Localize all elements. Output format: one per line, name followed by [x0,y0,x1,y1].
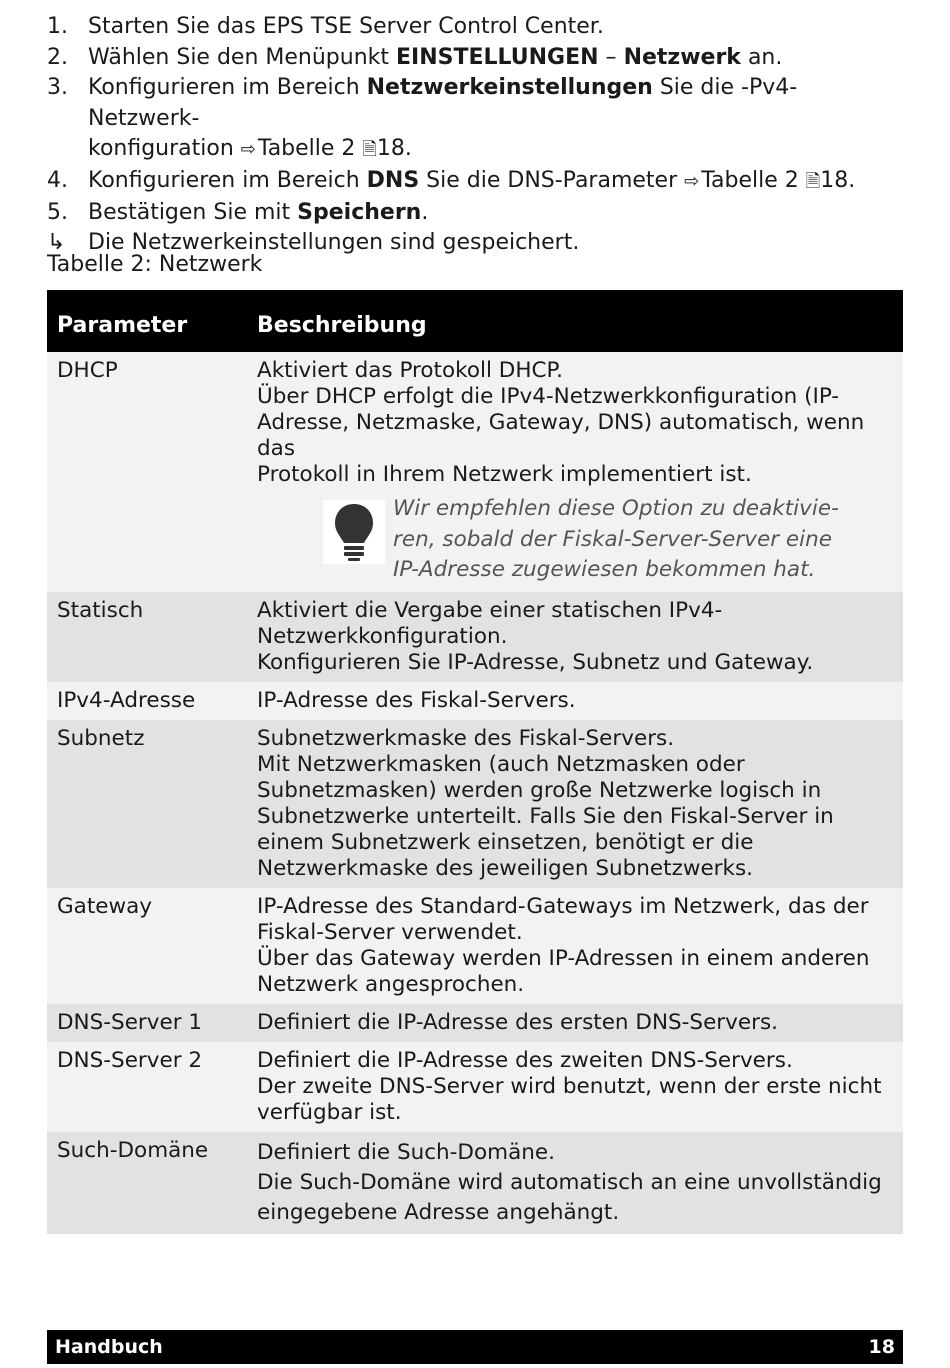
header-description: Beschreibung [247,290,903,352]
table-reference-link[interactable]: Tabelle 2 [257,136,363,162]
page-number: 18 [868,1336,895,1358]
result-text: Die Netzwerkeinstellungen sind gespeichert. [88,230,580,256]
param-description: Definiert die Such-Domäne. Die Such-Domäne wird automatisch an eine unvollständig eingegebene Adresse angehängt. [247,1132,903,1234]
table-header-row [47,290,903,352]
table-row [47,1132,903,1234]
page-number-reference[interactable]: 18. [820,167,856,193]
tip-note [323,494,893,586]
step-1 [47,12,907,43]
step-number: 2. [47,44,68,70]
step-number: 5. [47,199,68,225]
param-name: Subnetz [47,720,247,888]
param-description: Aktiviert die Vergabe einer statischen IPv4- Netzwerkkonfiguration. Konfigurieren Sie IP-Adresse, Subnetz und Gateway. [247,592,903,682]
step-2 [47,43,907,74]
lightbulb-icon [323,500,385,564]
param-name: IPv4-Adresse [47,682,247,720]
param-description: IP-Adresse des Fiskal-Servers. [247,682,903,720]
page-reference-icon: 🗎 [805,170,821,192]
section-term: DNS [366,167,420,193]
table-row [47,352,903,592]
step-text: Wählen Sie den Menüpunkt EINSTELLUNGEN – Netzwerk an. [88,44,783,70]
param-description: Aktiviert das Protokoll DHCP. Über DHCP erfolgt die IPv4-Netzwerkkonfiguration (IP- Adresse, Netzmaske, Gateway, DNS) automatisch, wenn das Protokoll in Ihrem Netzwerk implementiert ist. Wir empfehlen diese Option zu deaktivie- ren, sobald der Fiskal-Server-Server eine IP-Adresse zugewiesen bekommen hat. [247,352,903,592]
param-description: Subnetzwerkmaske des Fiskal-Servers. Mit Netzwerkmasken (auch Netzmasken oder Subnetzmasken) werden große Netzwerke logisch in Subnetzwerke unterteilt. Falls Sie den Fiskal-Server in einem Subnetzwerk einsetzen, benötigt er die Netzwerkmaske des jeweiligen Subnetzwerks. [247,720,903,888]
step-3 [47,73,907,166]
table-reference-link[interactable]: Tabelle 2 [701,167,806,193]
step-number: 1. [47,14,68,39]
step-5 [47,198,907,229]
page-footer [47,1330,903,1364]
param-name: DNS-Server 2 [47,1042,247,1132]
param-description: Definiert die IP-Adresse des zweiten DNS-Servers. Der zweite DNS-Server wird benutzt, wenn der erste nicht verfügbar ist. [247,1042,903,1132]
page-number-reference[interactable]: 18. [376,136,412,162]
table-caption: Tabelle 2: Netzwerk [47,252,263,277]
step-4 [47,166,907,198]
param-description: Definiert die IP-Adresse des ersten DNS-Servers. [247,1004,903,1042]
step-number: 4. [47,167,68,193]
step-text: Konfigurieren im Bereich Netzwerkeinstellungen Sie die -Pv4-Netzwerk- konfiguration ⇨Tabelle 2 🗎18. [88,73,907,166]
table-row [47,1042,903,1132]
menu-term: EINSTELLUNGEN [396,44,599,70]
step-text: Konfigurieren im Bereich DNS Sie die DNS-Parameter ⇨Tabelle 2 🗎18. [88,166,907,198]
param-name: Such-Domäne [47,1132,247,1234]
table-row [47,592,903,682]
instruction-steps [47,12,907,259]
tip-text: Wir empfehlen diese Option zu deaktivie- ren, sobald der Fiskal-Server-Server eine IP-Adresse zugewiesen bekommen hat. [393,496,839,583]
table-row [47,720,903,888]
header-parameter: Parameter [47,290,247,352]
param-name: DHCP [47,352,247,592]
step-text: Bestätigen Sie mit Speichern. [88,199,429,225]
section-term: Netzwerkeinstellungen [366,75,653,101]
param-name: DNS-Server 1 [47,1004,247,1042]
param-description: IP-Adresse des Standard-Gateways im Netzwerk, das der Fiskal-Server verwendet. Über das Gateway werden IP-Adressen in einem anderen Netzwerk angesprochen. [247,888,903,1004]
network-parameter-table [47,290,903,1234]
cross-reference-arrow-icon: ⇨ [240,139,256,161]
footer-manual-label: Handbuch [55,1336,163,1358]
step-number: 3. [47,75,68,101]
table-row [47,682,903,720]
table-row [47,1004,903,1042]
result-arrow-icon: ↳ [47,230,66,256]
param-name: Gateway [47,888,247,1004]
cross-reference-arrow-icon: ⇨ [684,170,700,192]
button-term: Speichern [297,199,422,225]
page-reference-icon: 🗎 [362,139,377,161]
param-name: Statisch [47,592,247,682]
step-text: Starten Sie das EPS TSE Server Control Center. [88,14,604,39]
menu-term: Netzwerk [623,44,741,70]
table-row [47,888,903,1004]
